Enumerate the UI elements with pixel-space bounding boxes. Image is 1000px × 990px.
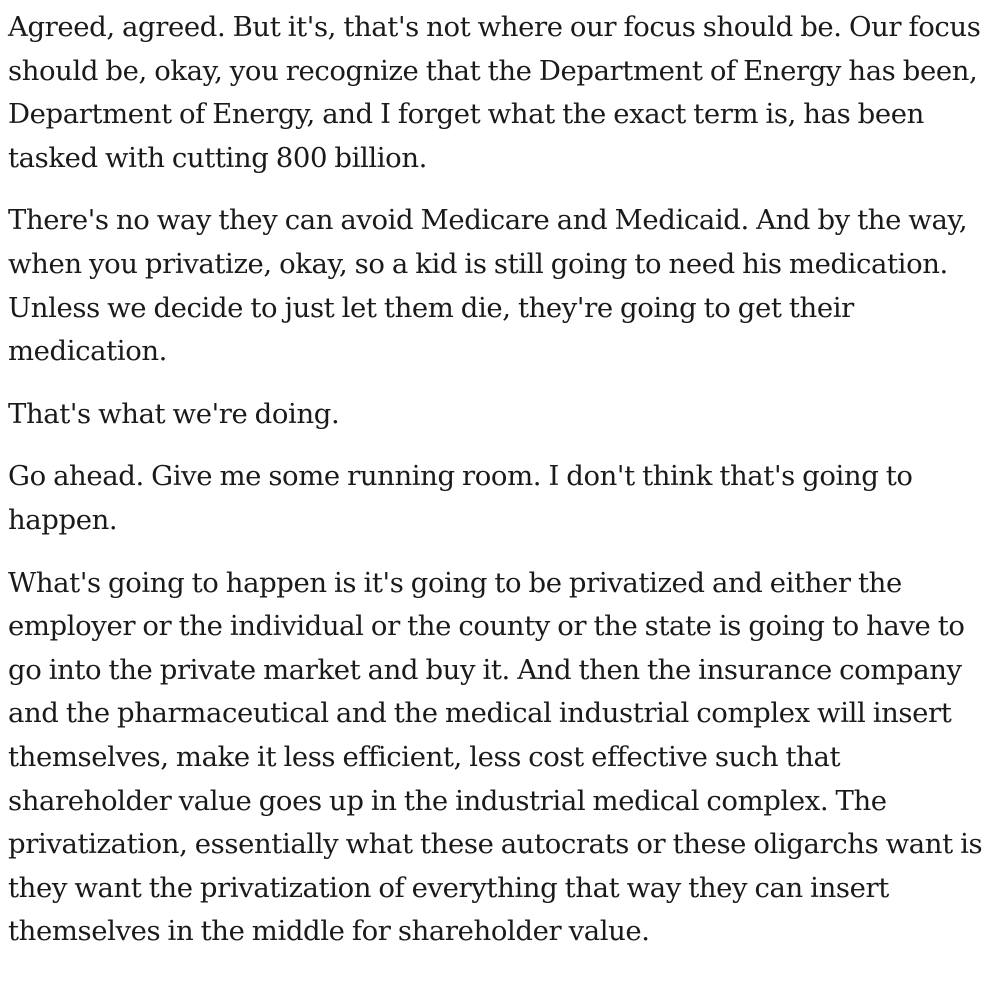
paragraph-4: Go ahead. Give me some running room. I don't think that's going to happen. bbox=[8, 460, 913, 536]
paragraph-5: What's going to happen is it's going to be privatized and either the employer or the individual or the county or the state is going to have to go into the private market and buy it. And then the insurance company and the pharmaceutical and the medical industrial complex will insert themselves, make it less efficient, less cost effective such that shareholder value goes up in the industrial medical complex. The privatization, essentially what these autocrats or these oligarchs want is they want the privatization of everything that way they can insert themselves in the middle for shareholder value. bbox=[8, 566, 983, 948]
paragraph-2: There's no way they can avoid Medicare and Medicaid. And by the way, when you privatize, okay, so a kid is still going to need his medication. Unless we decide to just let them die, they're going to get their medication. bbox=[8, 204, 968, 368]
paragraph-3: That's what we're doing. bbox=[8, 397, 340, 430]
paragraph-1: Agreed, agreed. But it's, that's not where our focus should be. Our focus should be, okay, you recognize that the Department of Energy has been, Department of Energy, and I forget what the exact term is, has been tasked with cutting 800 billion. bbox=[8, 11, 981, 174]
